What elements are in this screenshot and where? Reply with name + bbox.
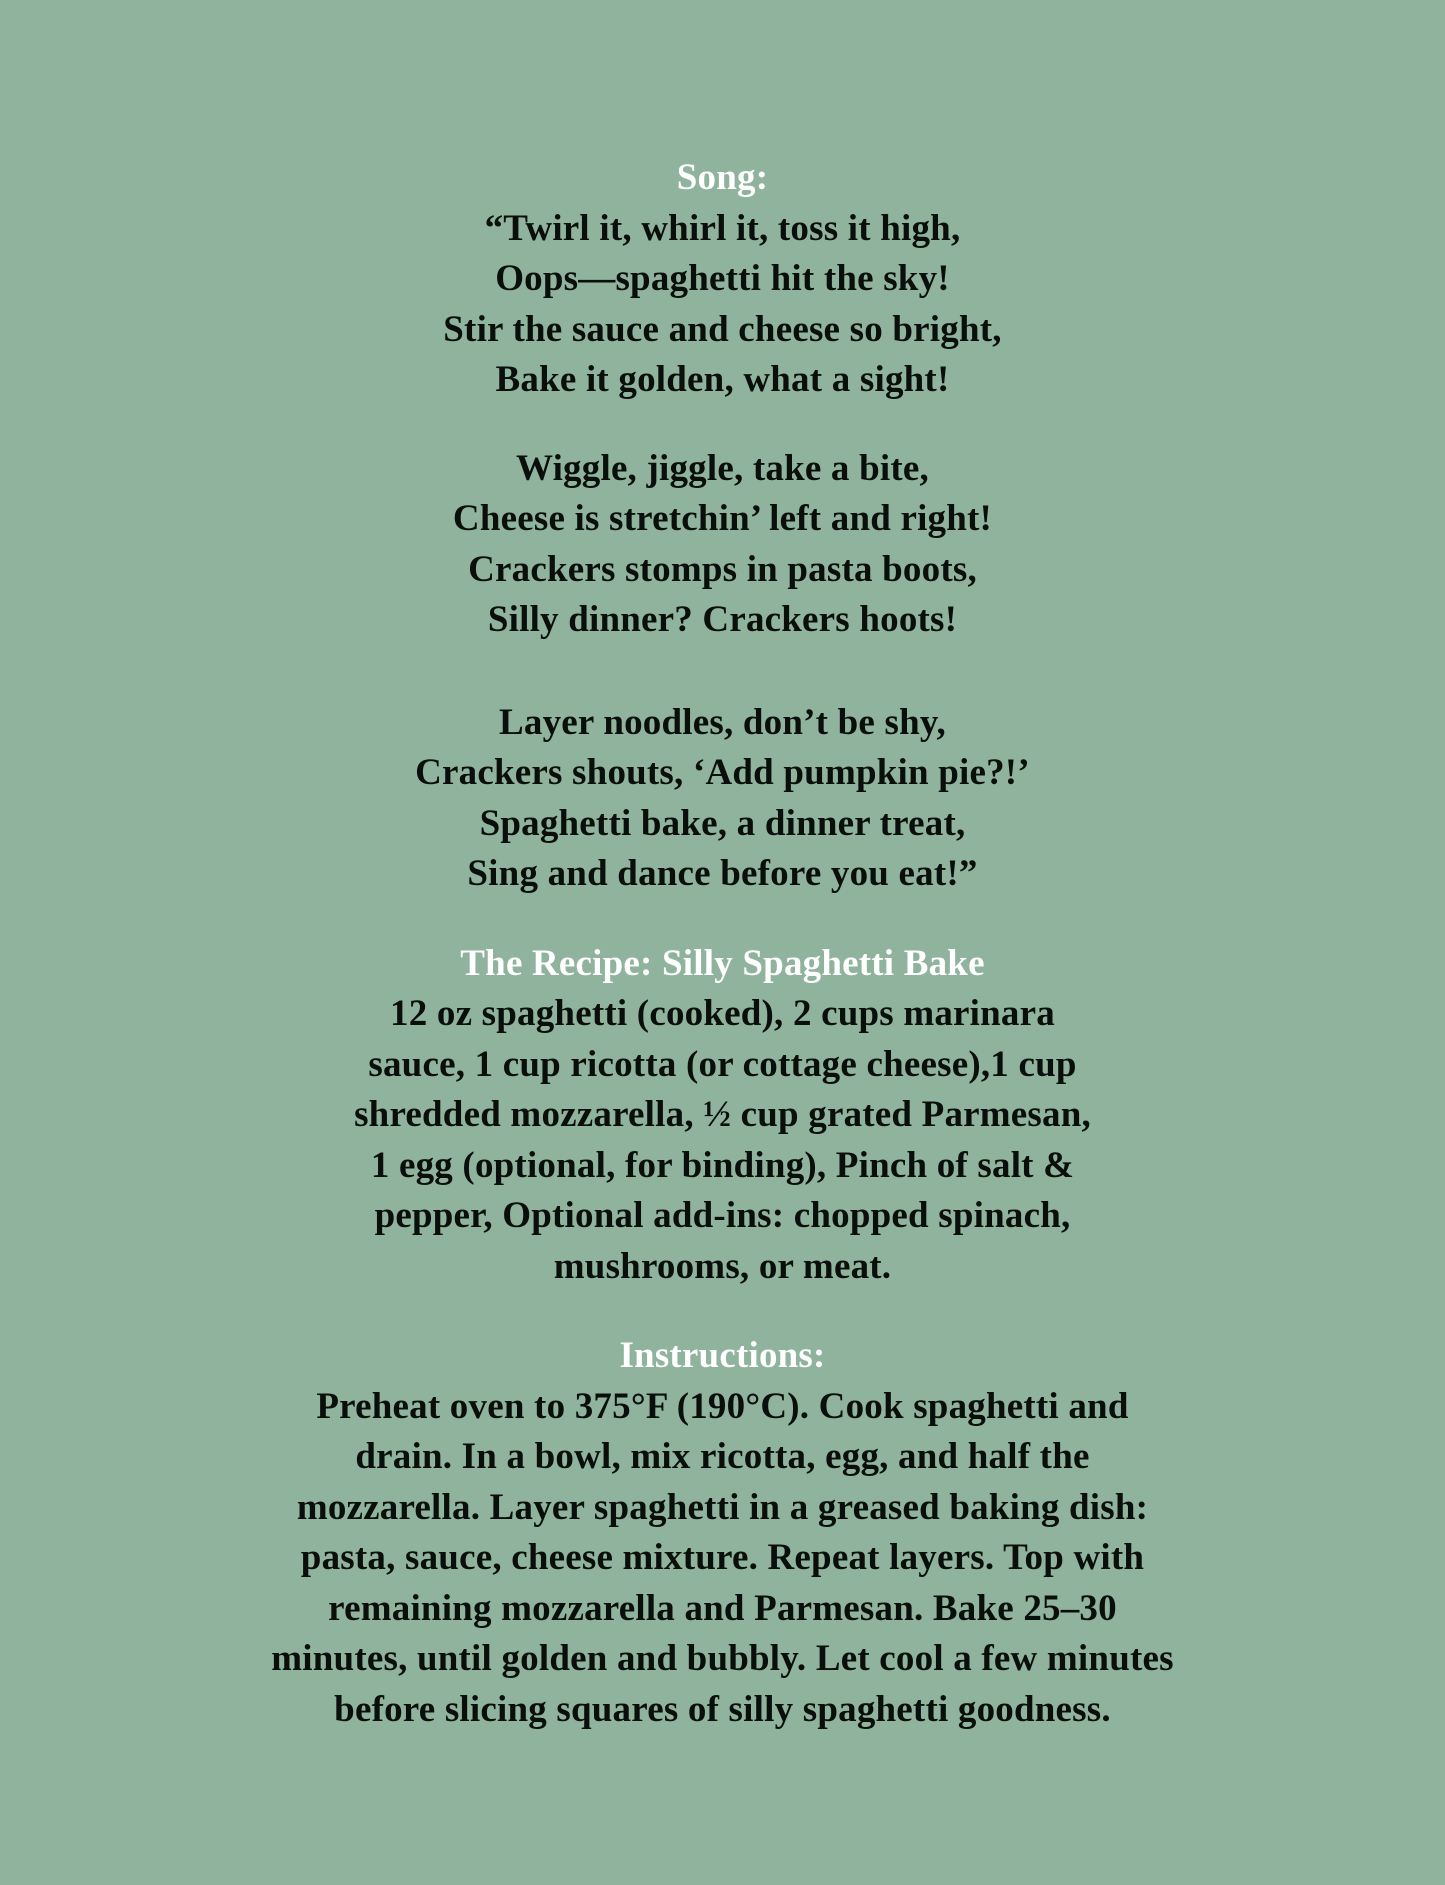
- instructions-section: [0, 1331, 1445, 1735]
- song-line: Sing and dance before you eat!”: [467, 853, 978, 894]
- instructions-heading: Instructions:: [619, 1335, 826, 1376]
- song-line: Crackers shouts, ‘Add pumpkin pie?!’: [415, 752, 1030, 793]
- song-section: [0, 153, 1445, 900]
- song-stanza-3: [0, 698, 1445, 900]
- instructions-line: pasta, sauce, cheese mixture. Repeat layers. Top with: [300, 1537, 1145, 1578]
- song-line: Wiggle, jiggle, take a bite,: [516, 447, 929, 489]
- ingredients-line: 12 oz spaghetti (cooked), 2 cups marinara: [390, 993, 1055, 1034]
- song-line: Bake it golden, what a sight!: [495, 359, 950, 400]
- song-line: Spaghetti bake, a dinner treat,: [479, 802, 966, 844]
- instructions-line: remaining mozzarella and Parmesan. Bake 25–30: [328, 1587, 1117, 1629]
- instructions-line: Preheat oven to 375°F (190°C). Cook spaghetti and: [316, 1385, 1129, 1427]
- song-line: Stir the sauce and cheese so bright,: [443, 308, 1002, 350]
- ingredients-line: sauce, 1 cup ricotta (or cottage cheese),1 cup: [368, 1043, 1077, 1085]
- instructions-line: mozzarella. Layer spaghetti in a greased baking dish:: [296, 1486, 1149, 1528]
- ingredients-line: pepper, Optional add-ins: chopped spinach,: [374, 1195, 1071, 1236]
- song-line: Oops—spaghetti hit the sky!: [495, 258, 950, 299]
- song-heading: Song:: [676, 157, 769, 198]
- song-stanza-2: [0, 444, 1445, 646]
- ingredients-line: 1 egg (optional, for binding), Pinch of salt &: [370, 1144, 1075, 1186]
- ingredients-line: shredded mozzarella, ½ cup grated Parmesan,: [354, 1094, 1091, 1135]
- ingredients-paragraph: [0, 989, 1445, 1292]
- recipe-heading: The Recipe: Silly Spaghetti Bake: [460, 942, 985, 984]
- song-line: Cheese is stretchin’ left and right!: [452, 498, 993, 539]
- instructions-paragraph: [0, 1382, 1445, 1736]
- song-line: Silly dinner? Crackers hoots!: [487, 599, 958, 640]
- instructions-line: drain. In a bowl, mix ricotta, egg, and half the: [355, 1436, 1090, 1477]
- instructions-line: minutes, until golden and bubbly. Let cool a few minutes: [271, 1638, 1174, 1679]
- instructions-line: before slicing squares of silly spaghetti goodness.: [334, 1688, 1111, 1730]
- song-line: Crackers stomps in pasta boots,: [468, 548, 977, 590]
- song-line: “Twirl it, whirl it, toss it high,: [484, 207, 961, 249]
- recipe-section: [0, 939, 1445, 1293]
- song-line: Layer noodles, don’t be shy,: [499, 701, 946, 743]
- song-stanza-1: [0, 204, 1445, 406]
- ingredients-line: mushrooms, or meat.: [553, 1245, 892, 1287]
